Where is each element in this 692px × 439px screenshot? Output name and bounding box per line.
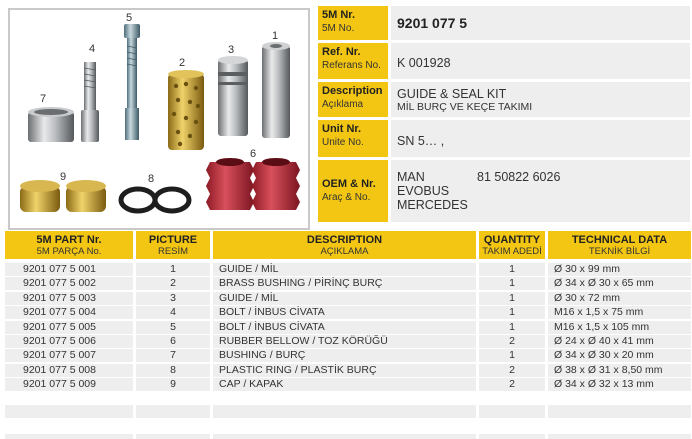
technical-data-cell: Ø 30 x 72 mm (548, 292, 691, 305)
part-number-row (318, 6, 690, 40)
picture-cell: 7 (136, 349, 210, 362)
oem-row (318, 160, 690, 222)
description-value-tr: MİL BURÇ VE KEÇE TAKIMI (397, 101, 533, 113)
unit-number-value-cell (391, 120, 690, 157)
oem-number: 81 50822 6026 (477, 170, 561, 184)
rubber-bellow-6 (206, 158, 300, 210)
plastic-rings-8 (121, 189, 189, 211)
description-cell: BUSHING / BURÇ (213, 349, 476, 362)
picture-cell: 2 (136, 277, 210, 290)
empty-table-cell (136, 405, 210, 418)
technical-data-cell: Ø 34 x Ø 30 x 65 mm (548, 277, 691, 290)
brass-bushing-2 (168, 70, 204, 150)
part-number-label: 5M Nr. 5M No. (318, 6, 388, 40)
technical-data-cell: M16 x 1,5 x 105 mm (548, 321, 691, 334)
part-number-cell: 9201 077 5 007 (5, 349, 133, 362)
oem-make-2: EVOBUS (397, 184, 450, 198)
ref-number-label: Ref. Nr. Referans No. (318, 43, 388, 79)
picture-cell: 6 (136, 335, 210, 348)
technical-data-cell: Ø 30 x 99 mm (548, 263, 691, 276)
guide-1 (262, 42, 290, 138)
part-number-cell: 9201 077 5 006 (5, 335, 133, 348)
empty-table-cell (213, 434, 476, 439)
bushing-7 (28, 107, 74, 142)
description-label: Description Açıklama (318, 82, 388, 117)
label-5: 5 (126, 12, 133, 24)
picture-cell: 8 (136, 364, 210, 377)
part-number-value: 9201 077 5 (397, 15, 468, 31)
oem-make-3: MERCEDES (397, 198, 468, 212)
ref-number-row (318, 43, 690, 79)
label-6: 6 (250, 148, 257, 160)
header-picture: PICTURE RESİM (136, 231, 210, 259)
label-1: 1 (272, 30, 279, 42)
quantity-cell: 1 (479, 349, 545, 362)
kit-components-illustration (10, 10, 308, 228)
ref-number-value: K 001928 (397, 56, 451, 70)
technical-data-cell: Ø 34 x Ø 30 x 20 mm (548, 349, 691, 362)
description-row (318, 82, 690, 117)
quantity-cell: 2 (479, 378, 545, 391)
description-value-cell (391, 82, 690, 117)
unit-number-label: Unit Nr. Unite No. (318, 120, 388, 157)
picture-cell: 9 (136, 378, 210, 391)
part-number-cell: 9201 077 5 002 (5, 277, 133, 290)
label-2: 2 (179, 57, 186, 69)
picture-cell: 1 (136, 263, 210, 276)
picture-cell: 4 (136, 306, 210, 319)
quantity-cell: 1 (479, 306, 545, 319)
quantity-cell: 1 (479, 292, 545, 305)
bolt-4 (81, 62, 99, 142)
description-cell: BRASS BUSHING / PİRİNÇ BURÇ (213, 277, 476, 290)
oem-value-cell (391, 160, 690, 222)
part-number-cell: 9201 077 5 003 (5, 292, 133, 305)
quantity-cell: 1 (479, 263, 545, 276)
part-number-cell: 9201 077 5 005 (5, 321, 133, 334)
description-cell: BOLT / İNBUS CİVATA (213, 306, 476, 319)
picture-cell: 5 (136, 321, 210, 334)
kit-photo (8, 8, 310, 230)
header-quantity: QUANTITY TAKIM ADEDİ (479, 231, 545, 259)
oem-label: OEM & Nr. Araç & No. (318, 160, 388, 222)
picture-cell: 3 (136, 292, 210, 305)
label-7: 7 (40, 93, 47, 105)
quantity-cell: 2 (479, 364, 545, 377)
label-8: 8 (148, 173, 155, 185)
quantity-cell: 1 (479, 277, 545, 290)
header-description: DESCRIPTION AÇIKLAMA (213, 231, 476, 259)
description-cell: CAP / KAPAK (213, 378, 476, 391)
guide-3 (218, 56, 248, 136)
technical-data-cell: Ø 24 x Ø 40 x 41 mm (548, 335, 691, 348)
description-cell: BOLT / İNBUS CİVATA (213, 321, 476, 334)
quantity-cell: 2 (479, 335, 545, 348)
empty-table-cell (213, 405, 476, 418)
empty-table-cell (5, 405, 133, 418)
empty-table-cell (136, 434, 210, 439)
unit-number-row (318, 120, 690, 157)
technical-data-cell: Ø 34 x Ø 32 x 13 mm (548, 378, 691, 391)
part-number-cell: 9201 077 5 008 (5, 364, 133, 377)
header-technical-data: TECHNICAL DATA TEKNİK BİLGİ (548, 231, 691, 259)
empty-table-cell (548, 434, 691, 439)
part-number-cell: 9201 077 5 001 (5, 263, 133, 276)
label-4: 4 (89, 43, 96, 55)
empty-table-cell (5, 434, 133, 439)
technical-data-cell: Ø 38 x Ø 31 x 8,50 mm (548, 364, 691, 377)
bolt-5 (124, 24, 140, 140)
empty-table-cell (479, 405, 545, 418)
part-number-value-cell (391, 6, 690, 40)
unit-number-value: SN 5… , (397, 134, 445, 148)
empty-table-cell (479, 434, 545, 439)
caps-9 (20, 180, 106, 212)
header-part-number: 5M PART Nr. 5M PARÇA No. (5, 231, 133, 259)
ref-number-value-cell (391, 43, 690, 79)
quantity-cell: 1 (479, 321, 545, 334)
oem-make-1: MAN (397, 170, 425, 184)
description-cell: GUIDE / MİL (213, 292, 476, 305)
description-cell: GUIDE / MİL (213, 263, 476, 276)
label-3: 3 (228, 44, 235, 56)
part-number-cell: 9201 077 5 009 (5, 378, 133, 391)
empty-table-cell (548, 405, 691, 418)
description-cell: RUBBER BELLOW / TOZ KÖRÜĞÜ (213, 335, 476, 348)
part-number-cell: 9201 077 5 004 (5, 306, 133, 319)
description-value: GUIDE & SEAL KIT (397, 87, 507, 101)
description-cell: PLASTIC RING / PLASTİK BURÇ (213, 364, 476, 377)
label-9: 9 (60, 171, 67, 183)
technical-data-cell: M16 x 1,5 x 75 mm (548, 306, 691, 319)
